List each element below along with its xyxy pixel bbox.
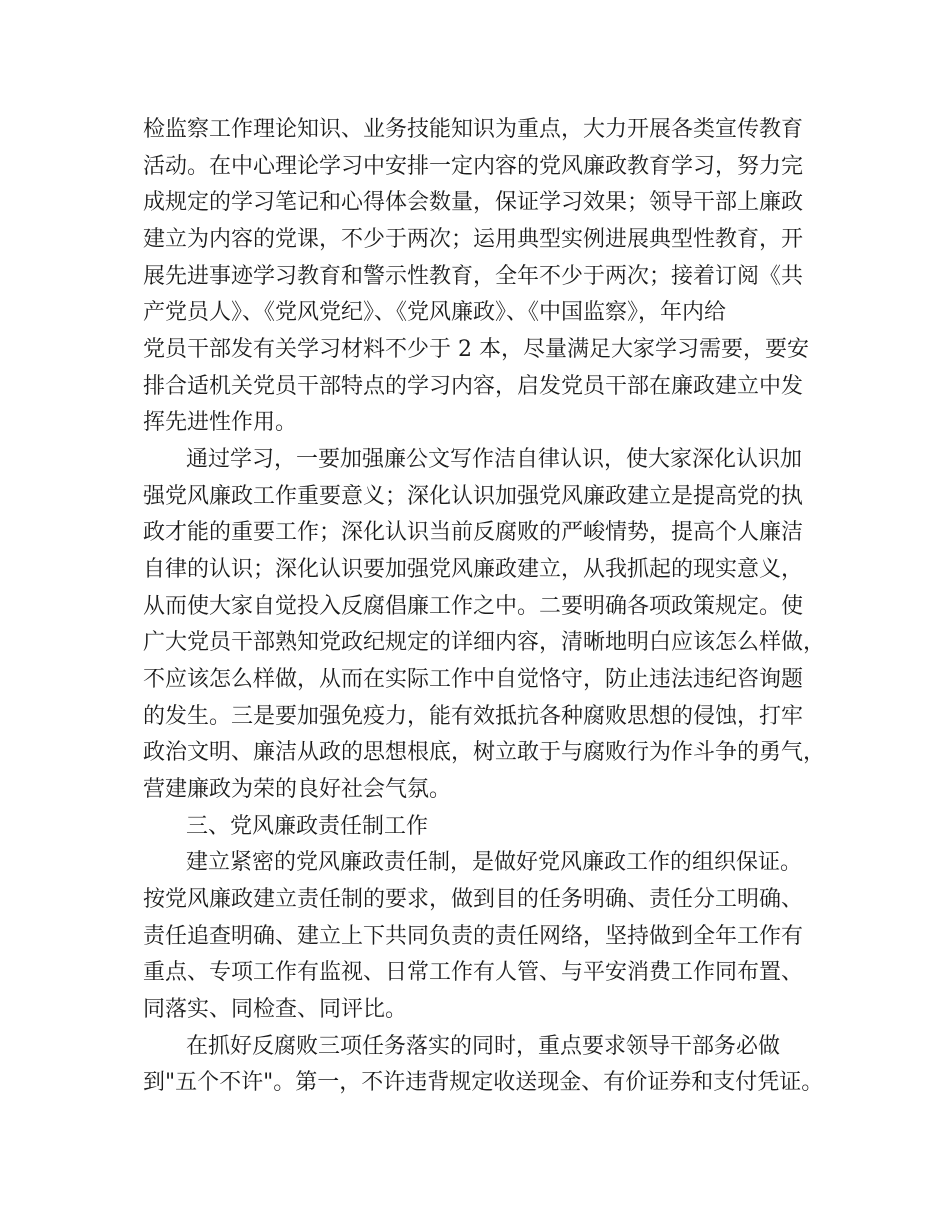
paragraph-line: 建立为内容的党课，不少于两次；运用典型实例进展典型性教育，开 bbox=[143, 227, 804, 252]
paragraph-line: 活动。在中心理论学习中安排一定内容的党风廉政教育学习，努力完 bbox=[143, 154, 804, 179]
paragraph-line: 强党风廉政工作重要意义；深化认识加强党风廉政建立是提高党的执 bbox=[143, 484, 804, 509]
paragraph-line: 通过学习，一要加强廉公文写作洁自律认识，使大家深化认识加 bbox=[186, 447, 803, 472]
paragraph-line: 在抓好反腐败三项任务落实的同时，重点要求领导干部务必做 bbox=[186, 1034, 781, 1059]
paragraph-line: 挥先进性作用。 bbox=[143, 410, 298, 435]
paragraph-line: 从而使大家自觉投入反腐倡廉工作之中。二要明确各项政策规定。使 bbox=[143, 594, 804, 619]
paragraph-line: 展先进事迹学习教育和警示性教育，全年不少于两次；接着订阅《共 bbox=[143, 264, 804, 289]
paragraph-line: 检监察工作理论知识、业务技能知识为重点，大力开展各类宣传教育 bbox=[143, 117, 804, 142]
paragraph-line: 重点、专项工作有监视、日常工作有人管、与平安消费工作同布置、 bbox=[143, 960, 804, 985]
paragraph-line: 广大党员干部熟知党政纪规定的详细内容，清晰地明白应该怎么样做， bbox=[143, 630, 826, 655]
paragraph-line: 营建廉政为荣的良好社会气氛。 bbox=[143, 777, 452, 802]
paragraph-line: 到"五个不许"。第一，不许违背规定收送现金、有价证券和支付凭证。 bbox=[143, 1070, 824, 1095]
paragraph-line: 排合适机关党员干部特点的学习内容，启发党员干部在廉政建立中发 bbox=[143, 374, 804, 399]
paragraph-line: 成规定的学习笔记和心得体会数量，保证学习效果；领导干部上廉政 bbox=[143, 190, 804, 215]
paragraph-line: 自律的认识；深化认识要加强党风廉政建立，从我抓起的现实意义， bbox=[143, 557, 804, 582]
paragraph-line: 党员干部发有关学习材料不少于 2 本，尽量满足大家学习需要，要安 bbox=[143, 337, 809, 362]
paragraph-line: 政才能的重要工作；深化认识当前反腐败的严峻情势，提高个人廉洁 bbox=[143, 520, 804, 545]
paragraph-line: 的发生。三是要加强免疫力，能有效抵抗各种腐败思想的侵蚀，打牢 bbox=[143, 704, 804, 729]
paragraph-line: 建立紧密的党风廉政责任制，是做好党风廉政工作的组织保证。 bbox=[186, 850, 803, 875]
paragraph-line: 政治文明、廉洁从政的思想根底，树立敢于与腐败行为作斗争的勇气， bbox=[143, 740, 826, 765]
paragraph-line: 同落实、同检查、同评比。 bbox=[143, 997, 408, 1022]
section-heading: 三、党风廉政责任制工作 bbox=[186, 814, 429, 839]
paragraph-line: 不应该怎么样做，从而在实际工作中自觉恪守，防止违法违纪咨询题 bbox=[143, 667, 804, 692]
paragraph-line: 按党风廉政建立责任制的要求，做到目的任务明确、责任分工明确、 bbox=[143, 887, 804, 912]
paragraph-line: 产党员人》、《党风党纪》、《党风廉政》、《中国监察》，年内给 bbox=[143, 300, 727, 325]
paragraph-line: 责任追查明确、建立上下共同负责的责任网络，坚持做到全年工作有 bbox=[143, 924, 804, 949]
